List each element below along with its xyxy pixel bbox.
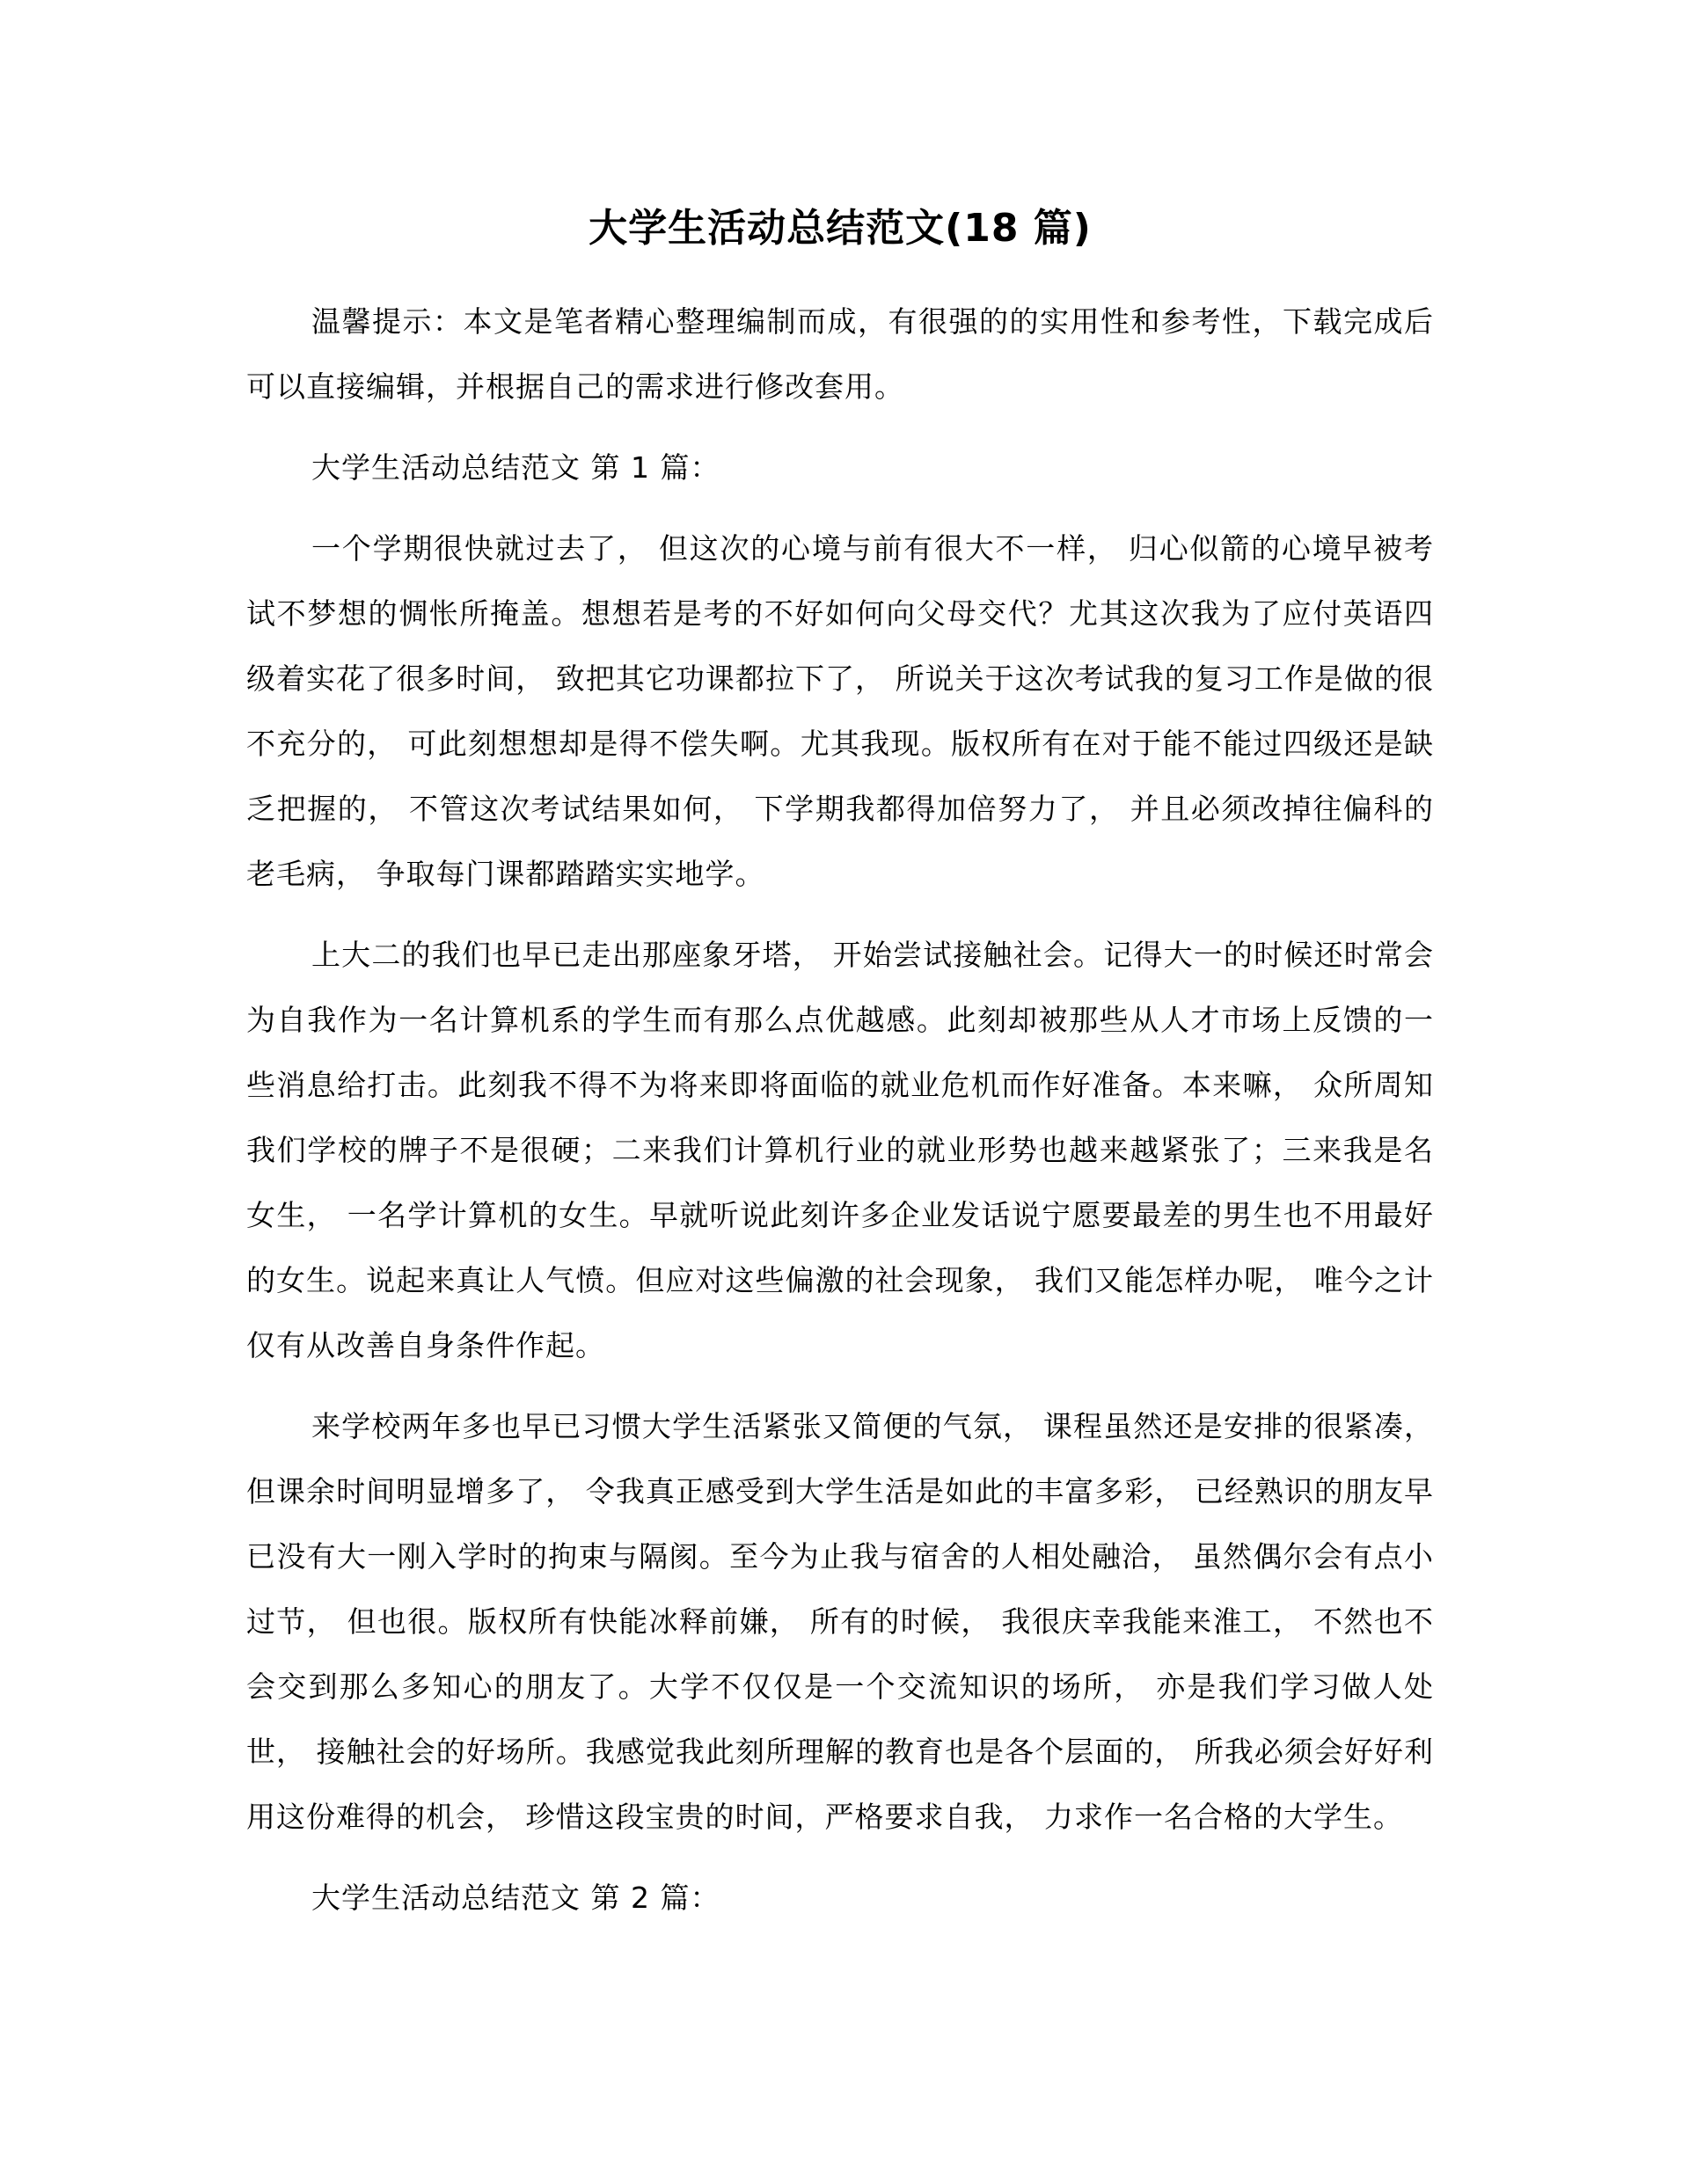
document-body bbox=[246, 189, 1434, 1947]
section-heading-1: 大学生活动总结范文 第 1 篇： bbox=[311, 450, 720, 485]
body-paragraph-2: 上大二的我们也早已走出那座象牙塔， 开始尝试接触社会。记得大一的时候还时常会为自我作为一名计算机系的学生而有那么点优越感。此刻却被那些从人才市场上反馈的一些消息给打击。此刻我不得不为将来即将面临的就业危机而作好准备。本来嘛， 众所周知我们学校的牌子不是很硬；二来我们计算机行业的就业形势也越来越紧张了；三来我是名女生， 一名学计算机的女生。早就听说此刻许多企业发话说宁愿要最差的男生也不用最好的女生。说起来真让人气愤。但应对这些偏激的社会现象， 我们又能怎样办呢， 唯今之计仅有从改善自身条件作起。 bbox=[246, 938, 1434, 1362]
body-paragraph-3: 来学校两年多也早已习惯大学生活紧张又简便的气氛， 课程虽然还是安排的很紧凑， 但课余时间明显增多了， 令我真正感受到大学生活是如此的丰富多彩， 已经熟识的朋友早已没有大一刚入学时的拘束与隔阂。至今为止我与宿舍的人相处融洽， 虽然偶尔会有点小过节， 但也很。版权所有快能冰释前嫌， 所有的时候， 我很庆幸我能来淮工， 不然也不会交到那么多知心的朋友了。大学不仅仅是一个交流知识的场所， 亦是我们学习做人处世， 接触社会的好场所。我感觉我此刻所理解的教育也是各个层面的， 所我必须会好好利用这份难得的机会， 珍惜这段宝贵的时间，严格要求自我， 力求作一名合格的大学生。 bbox=[246, 1409, 1434, 1834]
section-heading-2: 大学生活动总结范文 第 2 篇： bbox=[311, 1881, 720, 1915]
body-paragraph-1: 一个学期很快就过去了， 但这次的心境与前有很大不一样， 归心似箭的心境早被考试不梦想的惆怅所掩盖。想想若是考的不好如何向父母交代？尤其这次我为了应付英语四级着实花了很多时间， 致把其它功课都拉下了， 所说关于这次考试我的复习工作是做的很不充分的， 可此刻想想却是得不偿失啊。尤其我现。版权所有在对于能不能过四级还是缺乏把握的， 不管这次考试结果如何， 下学期我都得加倍努力了， 并且必须改掉往偏科的老毛病， 争取每门课都踏踏实实地学。 bbox=[246, 531, 1434, 891]
document-title: 大学生活动总结范文(18 篇) bbox=[589, 206, 1092, 251]
intro-paragraph: 温馨提示：本文是笔者精心整理编制而成，有很强的的实用性和参考性，下载完成后可以直接编辑，并根据自己的需求进行修改套用。 bbox=[246, 304, 1434, 404]
